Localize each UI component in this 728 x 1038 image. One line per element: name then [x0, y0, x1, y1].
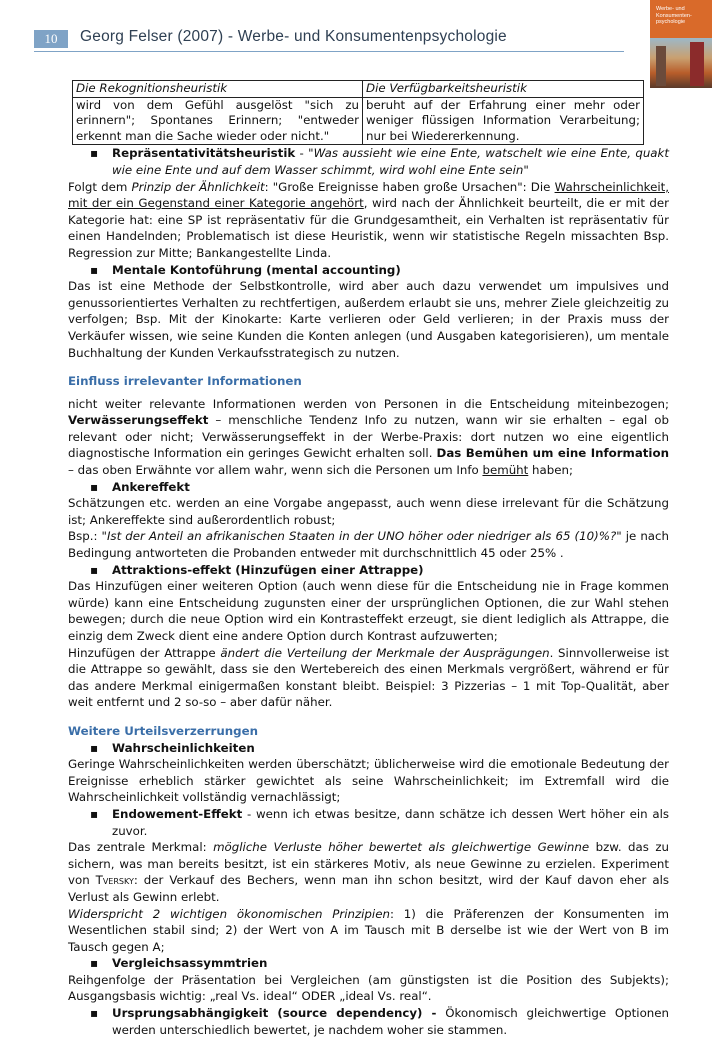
rekognition-description: wird von dem Gefühl ausgelöst "sich zu erinnern"; Spontanes Erinnern; "entweder erkennt man die Sache wieder oder nicht."	[73, 97, 363, 145]
sep: -	[295, 146, 309, 161]
bullet-ankereffekt	[68, 479, 669, 496]
term: Vergleichsassymmtrien	[112, 956, 268, 971]
bullet-endowment	[68, 806, 669, 839]
t: Widerspricht 2 wichtigen ökonomischen Prinzipien	[68, 906, 390, 921]
t: bzw. das zu sichern, was man bereits besitzt, ist ein stärkeres Motiv, als neue Gewinne zu erzielen. Experiment von	[68, 840, 670, 888]
paragraph	[68, 645, 669, 711]
section-heading: Weitere Urteilsverzerrungen	[68, 723, 258, 738]
paragraph: Schätzungen etc. werden an eine Vorgabe angepasst, auch wenn diese irrelevant für die Schätzung ist; Ankereffekte sind außerordentlich robust;	[68, 496, 669, 527]
t: - wenn ich etwas besitze, dann schätze ich dessen Wert höher ein als zuvor.	[112, 806, 669, 838]
t: , wird nach der Ähnlichkeit beurteilt, die er mit der Kategorie hat: eine SP ist repräsentativ für die Grundgesamtheit, ein Verhalten ist repräsentativ für einen Handelnden; Problematisch ist diese Heuristik, wenn wir statistische Regeln missachten Bsp. Regression zur Mitte; Bankangestellte Linda.	[68, 196, 669, 260]
paragraph: Das ist eine Methode der Selbstkontrolle, wird aber auch dazu verwendet um impulsives und genussorientiertes Verhalten zu rechtfertigen, außerdem erlaubt sie uns, mehrer Ziele gleichzeitig zu verfolgen; Bsp. Mit der Kinokarte: Karte verlieren oder Geld verlieren; in der Praxis muss der Verkäufer wissen, wie seine Kunden die Konten anlegen (und Ausgaben kategorisieren), um mentale Buchhaltung der Kunden Verkaufsstrategisch zu nutzen.	[68, 279, 669, 360]
book-cover-image	[650, 0, 712, 88]
verfuegbarkeit-description: beruht auf der Erfahrung einer mehr oder weniger flüssigen Information Verarbeitung; nur bei Wiedererkennung.	[363, 97, 644, 145]
t: . Sinnvollerweise ist die Attrappe so gewählt, dass sie den Wertebereich des einen Merkmals vergrößert, während er für das andere Merkmal einigermaßen konstant bleibt. Beispiel: 3 Pizzerias – 1 mit Top-Qualität, aber weit entfernt und 2 so-so – aber dafür näher.	[68, 645, 670, 710]
bullet-attraktionseffekt	[68, 562, 669, 579]
t: bemüht	[482, 463, 529, 478]
t: : der Verkauf des Bechers, wenn man ihn schon besitzt, wird der Kauf davon eher als Verlust als Gewinn erlebt.	[68, 873, 669, 904]
verfuegbarkeit-header: Die Verfügbarkeitsheuristik	[366, 81, 527, 95]
t: Wahrscheinlichkeit, mit der ein Gegenstand einer Kategorie angehört	[68, 179, 669, 211]
table-row	[73, 97, 644, 145]
t: Folgt dem	[68, 179, 132, 194]
section-heading: Einfluss irrelevanter Informationen	[68, 374, 302, 389]
term: Endowement-Effekt	[112, 806, 243, 821]
paragraph	[68, 906, 669, 956]
t: Ökonomisch gleichwertige Optionen werden unterschiedlich bewertet, je nachdem woher sie stammen.	[112, 1006, 670, 1037]
cover-title: Werbe- und Konsumenten-psychologie	[656, 6, 692, 25]
term: Mentale Kontoführung (mental accounting)	[112, 262, 401, 277]
term: Ankereffekt	[112, 479, 190, 494]
term: Attraktions-effekt (Hinzufügen einer Attrappe)	[112, 562, 424, 577]
paragraph	[68, 839, 669, 905]
cover-building-right	[690, 42, 704, 86]
bullet-vergleichsassymmetrien	[68, 955, 669, 972]
paragraph: Das Hinzufügen einer weiteren Option (auch wenn diese für die Entscheidung nie in Frage kommen würde) kann eine Entscheidung zugunsten einer der ursprünglichen Optionen, die zur Wahl stehen bewegen; durch die neue Option wird ein Kontrasteffekt erzeugt, sie dient lediglich als Attrappe, die einzig dem Zweck dient eine andere Option durch Kontrast aufzuwerten;	[68, 579, 669, 643]
paragraph	[68, 396, 669, 479]
t: haben;	[528, 463, 573, 478]
t: Hinzufügen der Attrappe	[68, 645, 221, 660]
term: Repräsentativitätsheuristik	[112, 146, 296, 161]
t: : 1) die Präferenzen der Konsumenten im Wesentlichen stabil sind; 2) der Wert von A im Tausch mit B derselbe ist wie der Wert von B im Tausch gegen A;	[68, 906, 670, 954]
bullet-wahrscheinlichkeiten	[68, 740, 669, 757]
table-cell	[73, 81, 363, 98]
t: Bsp.:	[68, 529, 102, 544]
page-content	[68, 80, 669, 1038]
t: Das zentrale Merkmal:	[68, 840, 214, 855]
bullet-kontofuehrung	[68, 262, 669, 279]
spacer	[68, 711, 669, 717]
paragraph	[68, 179, 669, 262]
term: Ursprungsabhängigkeit (source dependency) -	[112, 1006, 437, 1021]
page-header-title: Georg Felser (2007) - Werbe- und Konsumentenpsychologie	[80, 28, 507, 45]
heuristics-comparison-table	[72, 80, 644, 145]
t: Prinzip der Ähnlichkeit	[131, 179, 265, 194]
t: – das oben Erwähnte vor allem wahr, wenn sich die Personen um Info	[68, 463, 483, 478]
t: Das Bemühen um eine Information	[436, 446, 669, 461]
table-row	[73, 81, 644, 98]
t: – menschliche Tendenz Info zu nutzen, wann wir sie erhalten – egal ob relevant oder nicht; Verwässerungseffekt in der Werbe-Praxis: dort nutzen wo eine eigentlich diagnostische Information ein geringes Gewicht erhalten soll.	[68, 413, 669, 461]
spacer	[68, 361, 669, 367]
paragraph: Geringe Wahrscheinlichkeiten werden überschätzt; üblicherweise wird die emotionale Bedeutung der Ereignisse erheblich stärker gewichtet als seine Wahrscheinlichkeit; im Extremfall wird die Wahrscheinlichkeit vollständig vernachlässigt;	[68, 757, 669, 805]
page-number: 10	[34, 30, 68, 48]
table-cell	[363, 81, 644, 98]
t: je nach Bedingung antworteten die Probanden entweder mit durchschnittlich 45 oder 25% .	[68, 529, 669, 561]
header-divider	[34, 51, 624, 52]
paragraph	[68, 528, 669, 561]
t: "Ist der Anteil an afrikanischen Staaten in der UNO höher oder niedriger als 65 (10)%?"	[101, 529, 622, 544]
term: Wahrscheinlichkeiten	[112, 740, 255, 755]
rekognition-header: Die Rekognitionsheuristik	[76, 81, 228, 95]
bullet-repraesentativitaet	[68, 145, 669, 178]
t: mögliche Verluste höher bewertet als gleichwertige Gewinne	[213, 840, 590, 855]
t: ändert die Verteilung der Merkmale der Ausprägungen	[220, 645, 550, 660]
quote: "Was aussieht wie eine Ente, watschelt wie eine Ente, quakt wie eine Ente und auf dem Wasser schimmt, wird wohl eine Ente sein"	[112, 146, 669, 177]
t: Tversky	[95, 873, 134, 888]
paragraph: Reihgenfolge der Präsentation bei Vergleichen (am günstigsten ist die Position des Subjekts); Ausgangsbasis wichtig: „real Vs. ideal“ ODER „ideal Vs. real“.	[68, 972, 669, 1004]
bullet-ursprungsabhaengigkeit	[68, 1005, 669, 1038]
t: Verwässerungseffekt	[68, 413, 209, 428]
t: : "Große Ereignisse haben große Ursachen": Die	[264, 179, 555, 194]
t: nicht weiter relevante Informationen werden von Personen in die Entscheidung miteinbezogen;	[68, 396, 669, 411]
